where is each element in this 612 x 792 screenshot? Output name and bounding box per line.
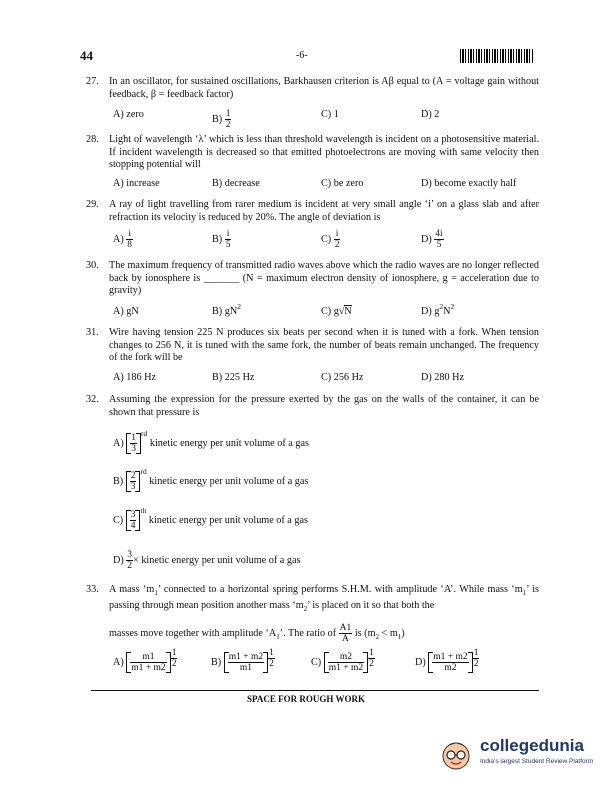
- barcode-icon: [460, 49, 534, 63]
- footer-divider: [91, 690, 539, 691]
- rough-work-label: SPACE FOR ROUGH WORK: [247, 694, 365, 704]
- question-31: 31. Wire having tension 225 N produces six beats per second when it is tuned with a fork. When tension changes to 256 N, it is tuned with the same fork, the number of beats remain unchanged. The frequency of the fork will be: [86, 327, 539, 363]
- page-number: 44: [80, 48, 93, 63]
- page-header: [0, 48, 612, 66]
- option-32-d: D) $\frac{3}{2}$ × kinetic energy per unit volume of a gas: [113, 550, 301, 571]
- option-32-a: A) $\frac{1}{3}$ $^{rd}$ kinetic energy per unit volume of a gas: [113, 429, 309, 454]
- option-32-b: B) $\frac{2}{3}$ $^{rd}$ kinetic energy per unit volume of a gas: [113, 467, 309, 492]
- collegedunia-logo: collegedunia India's largest Student Review Platform: [436, 734, 606, 774]
- question-30: 30. The maximum frequency of transmitted radio waves above which the radio waves are no longer reflected back by ionosphere is _______ (N = maximum electron density of ionosphere, g = acceleration due to gravity): [86, 260, 539, 296]
- question-29: 29. A ray of light travelling from rarer medium is incident at very small angle ‘i’ on a glass slab and after refraction its velocity is reduced by 20%. The angle of deviation is: [86, 199, 539, 223]
- question-32: 32. Assuming the expression for the pressure exerted by the gas on the walls of the container, it can be shown that pressure is: [86, 394, 539, 418]
- mascot-icon: [436, 734, 476, 774]
- option-32-c: C) $\frac{3}{4}$ $^{th}$ kinetic energy per unit volume of a gas: [113, 506, 308, 531]
- question-27: 27. In an oscillator, for sustained oscillations, Barkhausen criterion is Aβ equal to (A = voltage gain without feedback, β = feedback factor): [86, 76, 539, 100]
- question-28: 28. Light of wavelength ‘λ’ which is less than threshold wavelength is incident on a photosensitive material. If incident wavelength is decreased so that emitted photoelectrons are moving with same velocity then stopping potential will: [86, 134, 539, 170]
- sheet-number: -6-: [296, 50, 308, 61]
- question-33: 33. A mass ‘$m_1$’ connected to a horizontal spring performs S.H.M. with amplitude ‘A’. While mass ‘$m_1$’ is passing through mean position another mass ‘$m_2$’ is placed on it so that both the masses move together with amplitude ‘$A_1$’. The ratio of $\frac{A1}{A}$ is $(m_2 < m_1)$: [86, 584, 539, 645]
